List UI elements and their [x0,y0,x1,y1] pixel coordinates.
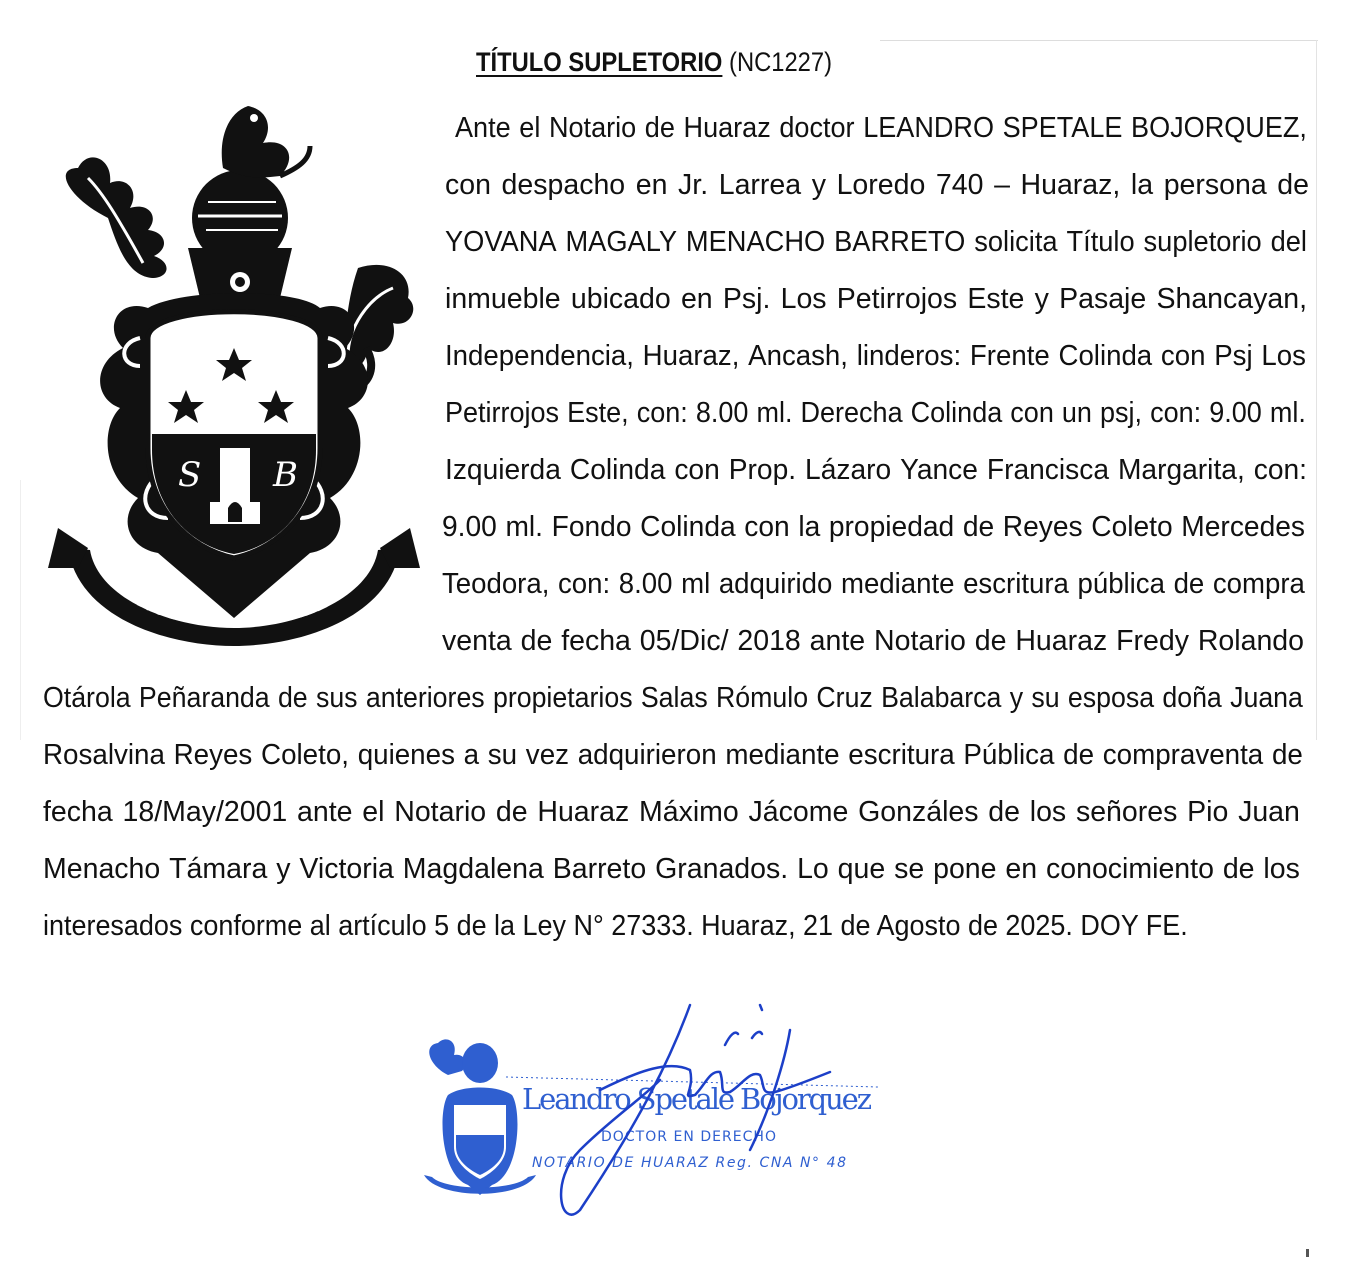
title-code: (NC1227) [729,47,833,77]
body-line: fecha 18/May/2001 ante el Notario de Huaraz Máximo Jácome Gonzáles de los señores Pio Juan [43,796,1300,828]
body-line: Independencia, Huaraz, Ancash, linderos: Frente Colinda con Psj Los [445,340,1306,372]
body-line: con despacho en Jr. Larrea y Loredo 740 – Huaraz, la persona de [445,169,1309,201]
crest-initial-left: S [178,455,202,495]
body-line: Rosalvina Reyes Coleto, quienes a su vez adquirieron mediante escritura Pública de compraventa de [43,739,1303,771]
body-line: inmueble ubicado en Psj. Los Petirrojos Este y Pasaje Shancayan, [445,283,1307,315]
stamp-office: NOTARIO DE HUARAZ Reg. CNA N° 48 [532,1155,846,1171]
notary-crest-emblem [48,98,420,660]
frame-line-right [1316,40,1317,740]
body-line: Izquierda Colinda con Prop. Lázaro Yance Francisca Margarita, con: [445,454,1307,486]
body-line: YOVANA MAGALY MENACHO BARRETO solicita Título supletorio del [445,226,1307,258]
document-title [476,42,832,82]
body-line: Ante el Notario de Huaraz doctor LEANDRO SPETALE BOJORQUEZ, [455,112,1307,144]
handwritten-signature [520,1000,860,1220]
stamp-notary-name: Leandro Spetale Bojorquez [522,1082,872,1116]
crest-initial-right: B [273,455,298,495]
body-line: Petirrojos Este, con: 8.00 ml. Derecha Colinda con un psj, con: 9.00 ml. [445,397,1306,429]
title-text: TÍTULO SUPLETORIO [476,47,723,77]
body-line: Menacho Támara y Victoria Magdalena Barreto Granados. Lo que se pone en conocimiento de los [43,853,1300,885]
body-line: Otárola Peñaranda de sus anteriores propietarios Salas Rómulo Cruz Balabarca y su esposa doña Juana [43,682,1303,714]
body-line: Teodora, con: 8.00 ml adquirido mediante escritura pública de compra [442,568,1305,600]
stamp-degree: DOCTOR EN DERECHO [601,1129,776,1145]
page-corner-mark [1306,1249,1309,1257]
frame-line-left [20,480,21,740]
body-line: interesados conforme al artículo 5 de la Ley N° 27333. Huaraz, 21 de Agosto de 2025. DOY FE. [43,910,1188,942]
body-line: venta de fecha 05/Dic/ 2018 ante Notario de Huaraz Fredy Rolando [442,625,1304,657]
frame-line-top [880,40,1318,41]
body-line: 9.00 ml. Fondo Colinda con la propiedad de Reyes Coleto Mercedes [442,511,1305,543]
crest-motto: NOTARIA SPETALE [134,591,333,632]
